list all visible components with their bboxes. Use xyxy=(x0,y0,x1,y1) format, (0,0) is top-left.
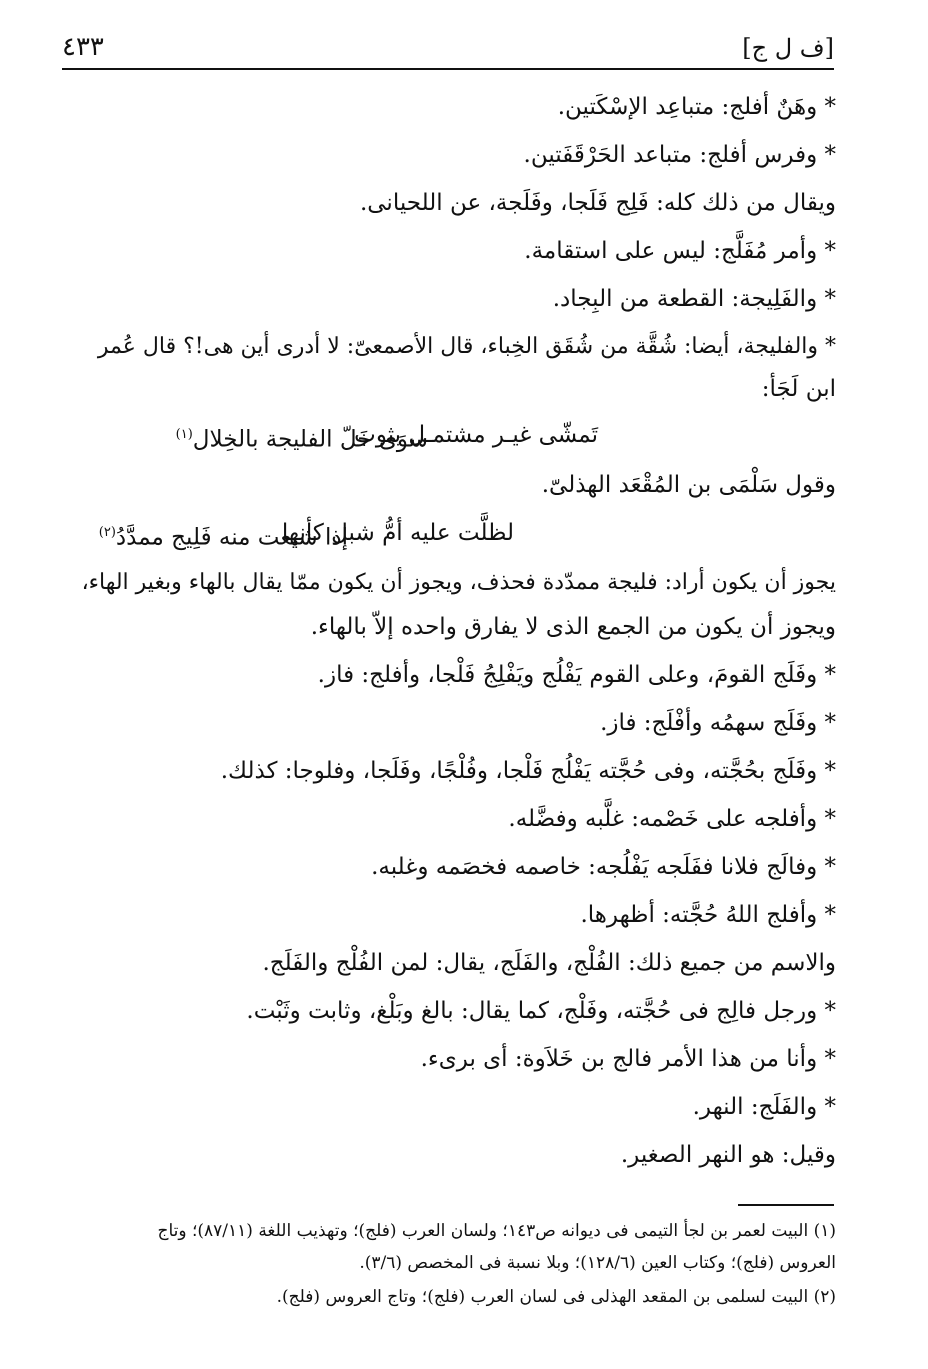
text-line: * وهَنٌ أفلج: متباعِد الإسْكَتين. xyxy=(557,94,836,120)
verse-2-second-hemistich xyxy=(99,518,348,553)
text-line: والاسم من جميع ذلك: الفُلْج، والفَلَج، يقال: لمن الفُلْج والفَلَج. xyxy=(262,950,836,976)
text-line: * والفَلِيجة: القطعة من البِجاد. xyxy=(552,286,836,312)
text-line: * وفَلَج بحُجَّته، وفى حُجَّته يَفْلُج فَلْجا، وفُلْجًا، وفَلَجا، وفلوجا: كذلك. xyxy=(220,758,836,784)
footnote-marker-1: (١) xyxy=(175,427,193,442)
section-letters: [ف ل ج] xyxy=(742,34,834,62)
text-line: وقيل: هو النهر الصغير. xyxy=(620,1142,836,1168)
text-line: * وفَلَج سهمُه وأفْلَج: فاز. xyxy=(600,710,836,736)
verse-1-second-hemistich xyxy=(176,420,428,455)
footnote-line: العروس (فلج)؛ وكتاب العين (١٢٨/٦)؛ وبلا نسبة فى المخصص (٣/٦). xyxy=(359,1253,836,1273)
verse-2-first-hemistich: لظلَّت عليه أمُّ شبل كأنها xyxy=(281,520,514,546)
footnote-line: (١) البيت لعمر بن لجأ التيمى فى ديوانه ص١٤٣؛ ولسان العرب (فلج)؛ وتهذيب اللغة (٨٧/١١)؛ وتاج xyxy=(157,1221,836,1241)
text-line: * والفَلَج: النهر. xyxy=(692,1094,836,1120)
text-line: * وأفلج اللهُ حُجَّته: أظهرها. xyxy=(580,902,836,928)
text-line: ابن لَجَأ: xyxy=(761,376,836,402)
footnote-marker-2: (٢) xyxy=(98,525,116,540)
verse-1-second-text: سوَى خَلّ الفليجة بالخِلال xyxy=(192,426,428,453)
footnote-line: (٢) البيت لسلمى بن المقعد الهذلى فى لسان العرب (فلج)؛ وتاج العروس (فلج). xyxy=(276,1287,836,1307)
text-line: * وأمر مُفَلَّج: ليس على استقامة. xyxy=(524,238,836,264)
text-line: وقول سَلْمَى بن المُقْعَد الهذلىّ. xyxy=(541,472,836,498)
footnote-divider xyxy=(738,1204,834,1206)
text-line: ويجوز أن يكون من الجمع الذى لا يفارق واحده إلاّ بالهاء. xyxy=(310,614,836,640)
page-number: ٤٣٣ xyxy=(62,32,104,62)
verse-2-second-text: إذا شيعت منه فَلِيج ممدَّدُ xyxy=(115,524,348,551)
text-line: * والفليجة، أيضا: شُقَّة من شُقَق الخِباء، قال الأصمعىّ: لا أدرى أين هى!؟ قال عُمر xyxy=(97,334,836,359)
text-line: ويقال من ذلك كله: فَلِج فَلَجا، وفَلَجة، عن اللحيانى. xyxy=(359,190,836,216)
text-line: يجوز أن يكون أراد: فليجة ممدّدة فحذف، ويجوز أن يكون ممّا يقال بالهاء وبغير الهاء، xyxy=(81,570,836,595)
text-line: * وفالَج فلانا ففَلَجه يَفْلُجه: خاصمه فخصَمه وغلبه. xyxy=(371,854,836,880)
page-header xyxy=(62,30,834,70)
text-line: * وفرس أفلج: متباعد الحَرْقَفَتين. xyxy=(523,142,836,168)
text-line: * وفَلَج القومَ، وعلى القوم يَفْلُج ويَفْلِجُ فَلْجا، وأفلج: فاز. xyxy=(317,662,836,688)
verse-1-first-hemistich: تَمشّى غيـر مشتمـل بثوب xyxy=(354,422,598,448)
text-line: * وأفلجه على خَصْمه: غلَّبه وفضَّله. xyxy=(508,806,836,832)
text-line: * وأنا من هذا الأمر فالج بن خَلاَوة: أى برىء. xyxy=(420,1046,836,1072)
text-line: * ورجل فالِج فى حُجَّته، وفَلْج، كما يقال: بالغ وبَلْغ، وثابت وثَبْت. xyxy=(246,998,836,1024)
